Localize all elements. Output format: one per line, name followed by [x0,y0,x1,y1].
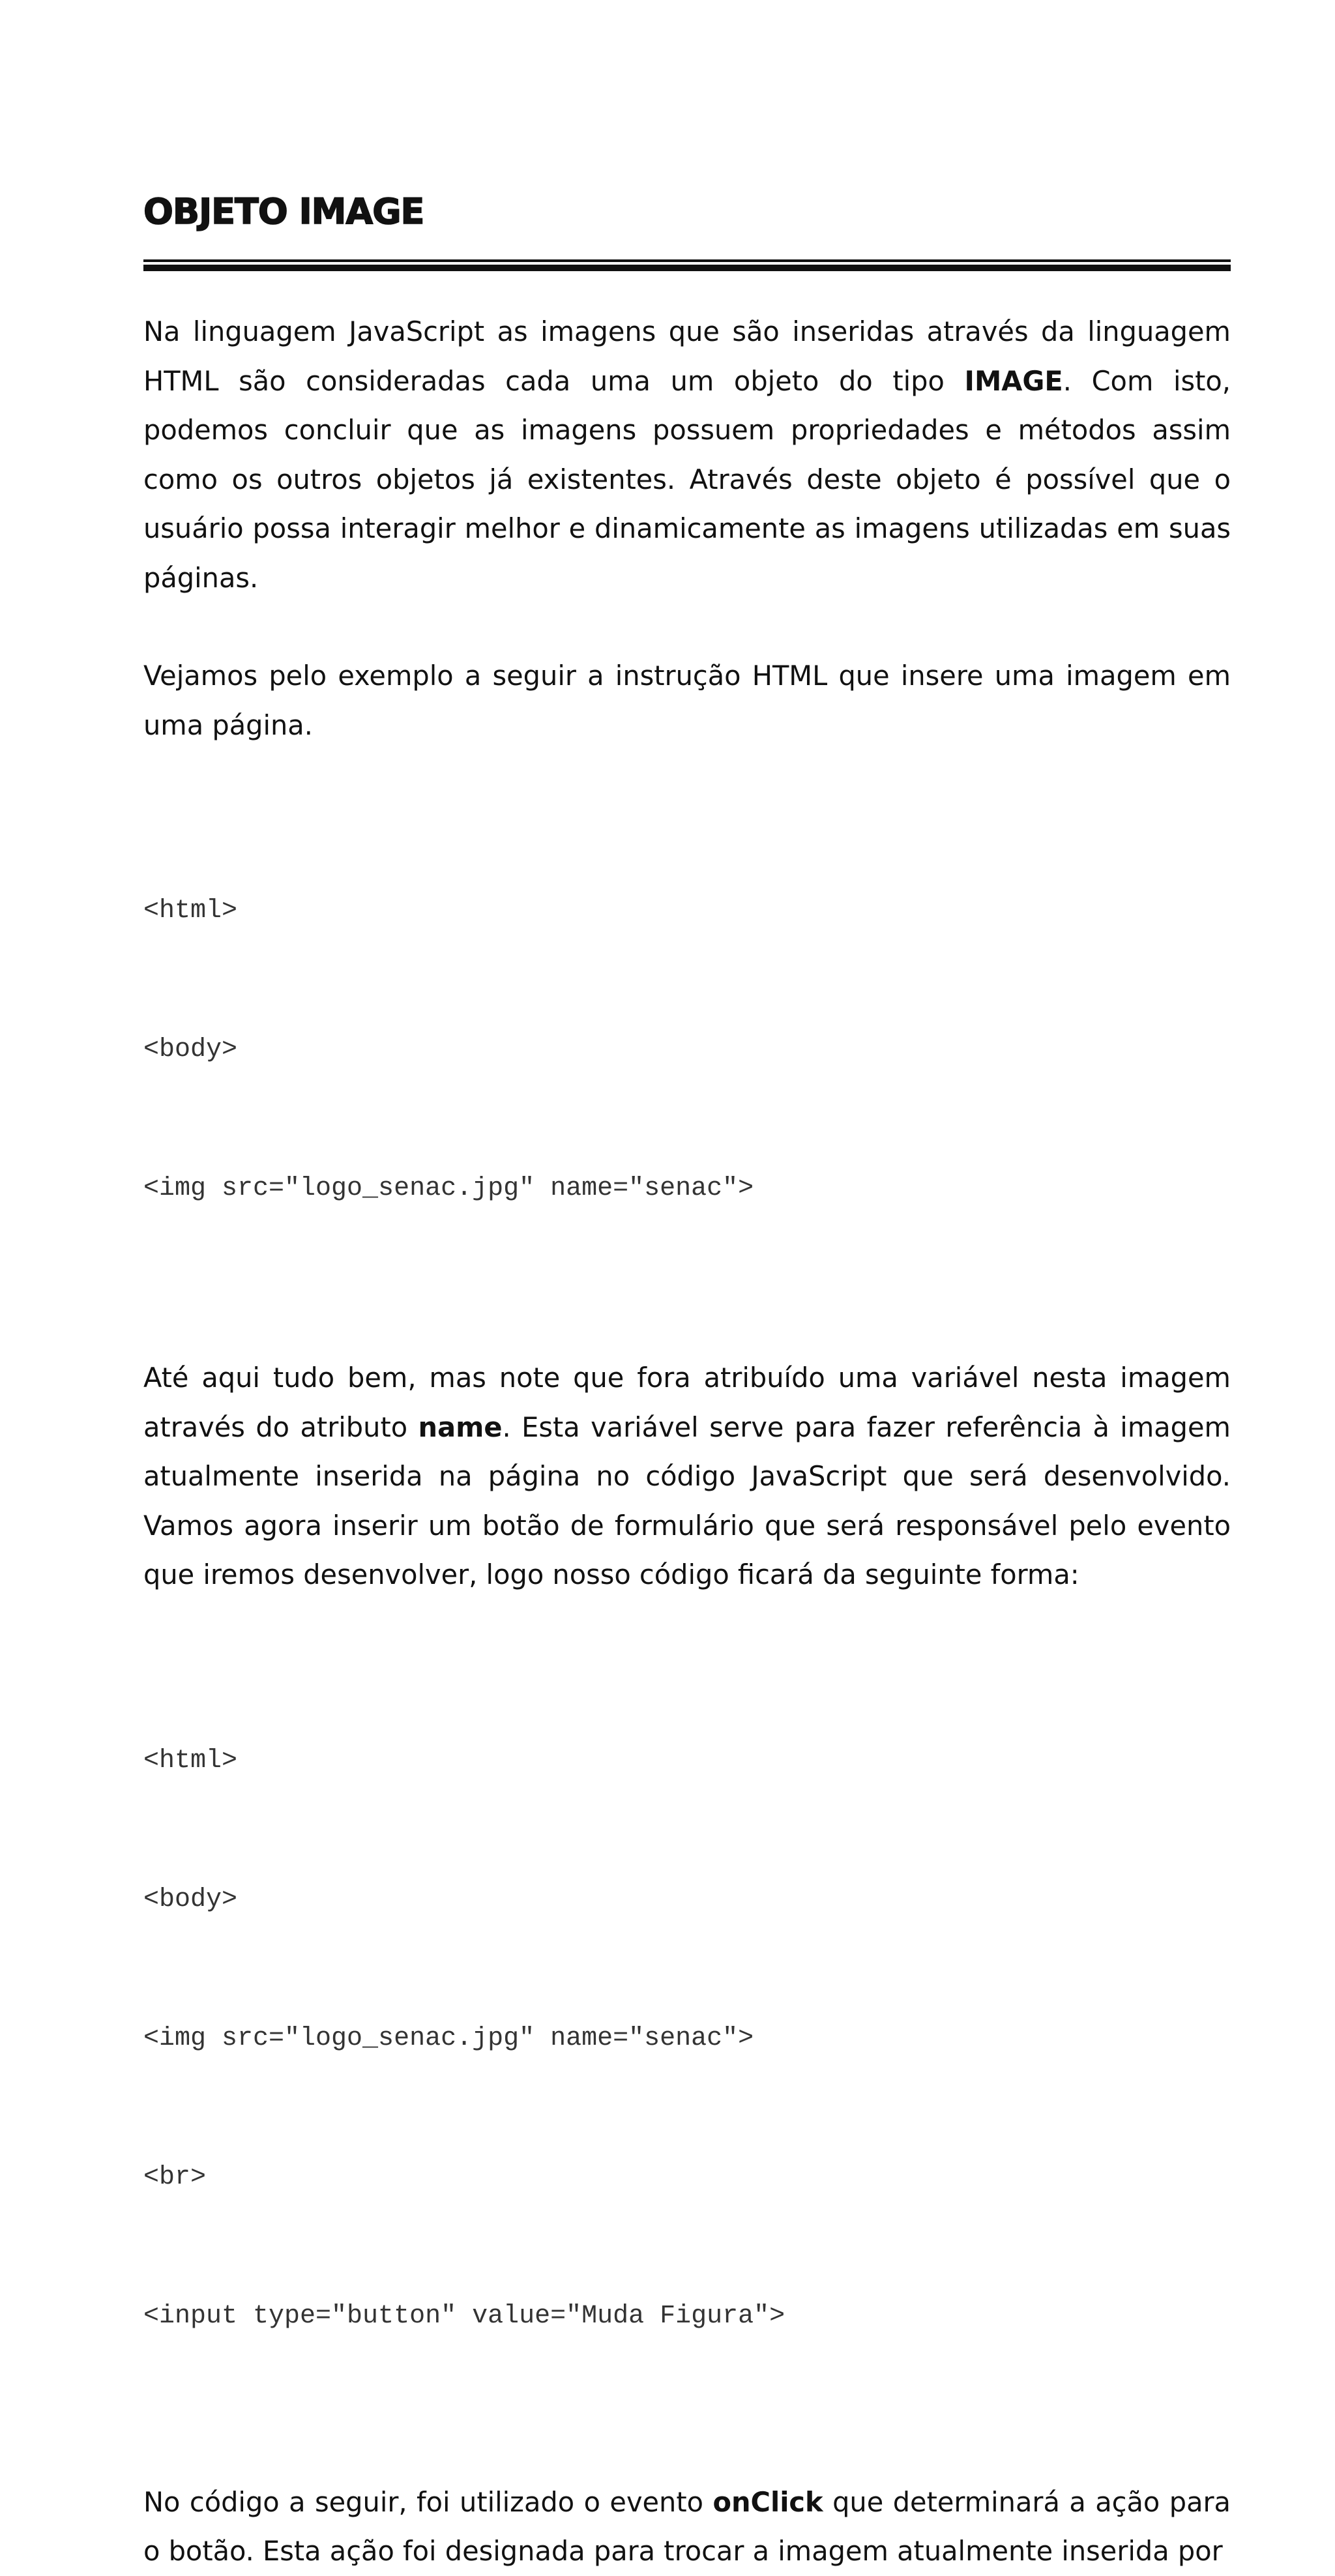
code-block-2 [143,1645,1231,2432]
intro-bold-term: IMAGE [964,364,1063,397]
code-line: <input type="button" value="Muda Figura"> [143,2301,785,2331]
onclick-text-start: No código a seguir, foi utilizado o evento [143,2485,713,2518]
onclick-paragraph [143,2478,1231,2576]
section-heading: OBJETO IMAGE [143,191,424,232]
onclick-text-end: que determinará a ação para o botão. Esta ação foi designada para trocar a imagem atualmente inserida por [143,2485,1231,2567]
heading-rule-thin [143,259,1231,262]
heading-rule-thick [143,265,1231,271]
explanation-paragraph [143,1353,1231,1600]
code-line: <img src="logo_senac.jpg" name="senac"> [143,1174,754,1203]
code-line: <img src="logo_senac.jpg" name="senac"> [143,2023,754,2053]
code-line: <br> [143,2162,207,2192]
document-page [143,189,1231,2576]
code-line: <body> [143,1884,238,1914]
example-paragraph: Vejamos pelo exemplo a seguir a instrução HTML que insere uma imagem em uma página. [143,660,1231,741]
explanation-text-start: Até aqui tudo bem, mas note que fora atribuído uma variável nesta imagem através do atributo [143,1362,1231,1443]
explanation-text-end: . Esta variável serve para fazer referência à imagem atualmente inserida na página no código JavaScript que será desenvolvido. Vamos agora inserir um botão de formulário que será responsável pelo evento que iremos desenvolver, logo nosso código ficará da seguinte forma: [143,1411,1231,1590]
intro-paragraph [143,307,1231,602]
code-line: <html> [143,896,238,926]
code-line: <body> [143,1035,238,1064]
code-block-1 [143,795,1231,1304]
explanation-bold-term: name [418,1411,503,1443]
intro-text-end: . Com isto, podemos concluir que as imagens possuem propriedades e métodos assim como os outros objetos já existentes. Através deste objeto é possível que o usuário possa interagir melhor e dinamicamente as imagens utilizadas em suas páginas. [143,364,1231,594]
onclick-bold-term: onClick [712,2485,823,2518]
intro-text-start: Na linguagem JavaScript as imagens que são inseridas através da linguagem HTML são consideradas cada uma um objeto do tipo [143,315,1231,397]
code-line: <html> [143,1746,238,1776]
